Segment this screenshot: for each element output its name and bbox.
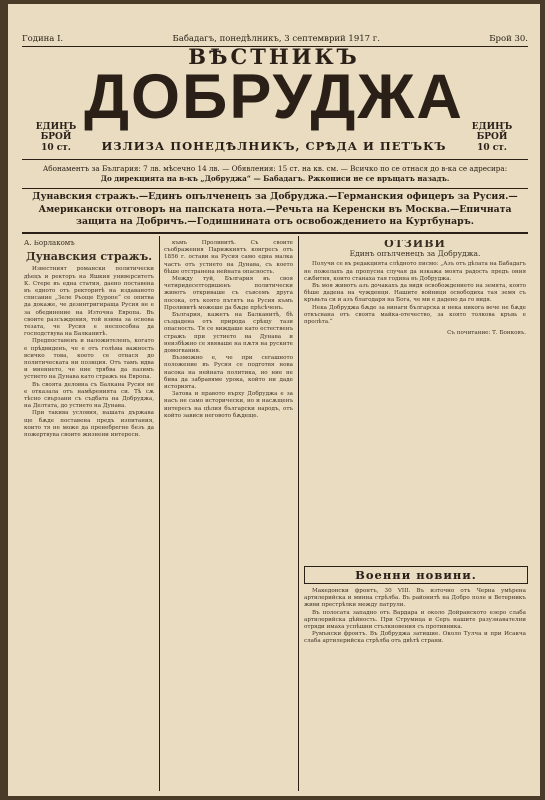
newspaper-page (8, 4, 540, 796)
issue-contents: Дунавския стражъ.—Единъ опълченецъ за Добруджа.—Германския офицеръ за Русия.—Американски отговоръ на папската нота.—Речьта на Керенски въ Москва.—Епичната защита на Добричъ.—Годишнината отъ освобождението на Куртбунаръ. (32, 191, 518, 228)
article-paragraph: Затова и правото върху Добруджа е за насъ не само исторически, но и насѫщенъ интересъ на цѣлия български народъ, отъ който зависи неговото бѫдеще. (164, 391, 293, 419)
middle-article (164, 240, 293, 792)
year-label: Година I. (22, 34, 64, 44)
article-paragraph: Въ своята деловна съ Балкана Русия не е отказала отъ намѣренията си. Тѣ сѫ тѣсно свързани съ съдбата на Добруджа, на Делтата, до устието на Дунава. (24, 381, 154, 410)
military-news (304, 588, 526, 792)
article-paragraph: България, кажетъ на Балканитѣ, бѣ създадена отъ природа срѣщу тази опасность. Тя се виждаше като естественъ стражъ при устието на Дунава и неизбѣжно се явяваше на пѫтя на руските домогвания. (164, 312, 293, 355)
review-paragraph: Нека Добруджа бѫде за винаги българска и нека никога вече не бѫде откъсвана отъ своята майка-отечество, за която толкова кръвь е пролѣта.“ (304, 304, 526, 326)
masthead-header-line (22, 34, 528, 44)
article-headline: Дунавския стражъ. (25, 250, 153, 264)
subscription-rates: Абонаментъ за България: 7 лв. мѣсечно 14 лв. — Обявления: 15 ст. на кв. см. — Всичко по се отнася до в-ка се адресира: (42, 164, 508, 173)
price-right-text: ЕДИНЪ БРОЙ 10 ст. (471, 122, 513, 153)
issue-number: Брой 30. (489, 34, 528, 44)
subscription-info (22, 164, 528, 183)
article-paragraph: Възможно е, че при сегашното положение въ Русия се подготвя нова насока на нейната политика, но ние не бива да забравяме урока, който ни даде историята. (164, 355, 293, 391)
review-paragraph: Въ моя животъ азъ дочакахъ да видя освобождението на земята, която бѣше дадена на чужденци. Нашите войници освободиха тая земя съ кръвьта си и азъ благодаря на Бога, че ми е дадено да го видя. (304, 283, 526, 304)
news-paragraph: Румънски фронтъ. Въ Добруджа затишие. Около Тулча и при Исакча слаба артилерийска стрѣлба отъ двѣтѣ страни. (304, 631, 526, 645)
section-title-reviews: ОТЗИВИ (384, 240, 446, 250)
review-signature: Съ почитание: Т. Бонковъ. (447, 330, 526, 337)
review-headline: Единъ опълченецъ за Добруджа. (349, 249, 481, 259)
newspaper-title: ДОБРУДЖА (84, 62, 464, 132)
military-news-heading: Военни новини. (304, 566, 528, 584)
divider (22, 159, 528, 160)
dateline: Бабадагъ, понедѣлникъ, 3 септемврий 1917 г. (172, 34, 380, 44)
article-paragraph: Предпоставенъ и наложителенъ, когато е прѣдвиденъ, че е отъ голѣма важность всичко това, което се отнася до политическата ни позиция. Отъ тамъ идва и мнението, че ние трябва да пазимъ устието на Дунава като стражъ на Европа. (24, 338, 154, 381)
publication-schedule: ИЗЛИЗА ПОНЕДѢЛНИКЪ, СРѢДА И ПЕТЪКЪ (101, 139, 447, 153)
review-paragraph: Получи се въ редакцията слѣдното писмо: „Азъ отъ дѣлата на Бабадагъ не пожелахъ да пропусна случая да изкажа моята радость предъ ония сѫбития, които станаха тая година въ Добруджа. (304, 261, 526, 282)
newspaper-subtitle: ВѢСТНИКЪ (188, 44, 360, 69)
article-paragraph: къмъ Проливитѣ. Съ своите съображения Парижкиятъ конгресъ отъ 1856 г. остави на Русия само една малка частъ отъ устието на Дунава, съ което бѣше отстранена нейната опасность. (164, 240, 293, 275)
left-article (24, 240, 154, 792)
reviews-section (304, 240, 526, 560)
article-author: А. Борлакомъ (24, 240, 75, 247)
news-paragraph: Македонски фронтъ, 30 VIII. Въ източно отъ Черна умѣрена артилерийска и минна стрѣлба. Въ районитѣ на Добро поле и Ветерникъ живи престрѣлки между патрули. (304, 588, 526, 609)
news-paragraph: Въ полосата западно отъ Вардара и около Дойранското езеро слаба артилерийска дѣйность. При Струмица и Серъ нашите разузнавателни отряди имаха успѣшни стълкновения съ противника. (304, 609, 526, 631)
divider (22, 232, 528, 234)
column-divider (159, 236, 160, 791)
editorial-address: До дирекцията на в-къ „Добруджа“ — Бабадагъ. Ржкописи не се връщатъ назадъ. (100, 173, 450, 183)
price-left-text: ЕДИНЪ БРОЙ 10 ст. (35, 122, 77, 153)
divider (22, 188, 528, 189)
article-paragraph: При такива условия, нашата държава ще бѫде поставена предъ изпитания, които тя не може да пренебрегне безъ да пожертвува своите жизнени интереси. (24, 410, 154, 439)
column-divider (298, 236, 299, 791)
article-paragraph: Известният романски политически дѣецъ и ректоръ на Яшкия университетъ К. Стере въ една статия, даено поставена въ едното отъ ректоритѣ на издаваното списание „Зеле Рьоще Еуропе“ се опитва да докаже, че дезинтригираща Русия не е за обединение на Източна Европа. Въ своите разсъждения, той взима за основа тезата, че Русия е неспособна да господствува на Балканитѣ. (24, 266, 154, 338)
article-paragraph: Между туй, България въ своя четиридесетгодишенъ политически животъ откриваше съ съвсемъ друга посока, отъ която пътятъ на Русия къмъ Проливитѣ можеше да бѫде прѣсѣченъ. (164, 276, 293, 311)
